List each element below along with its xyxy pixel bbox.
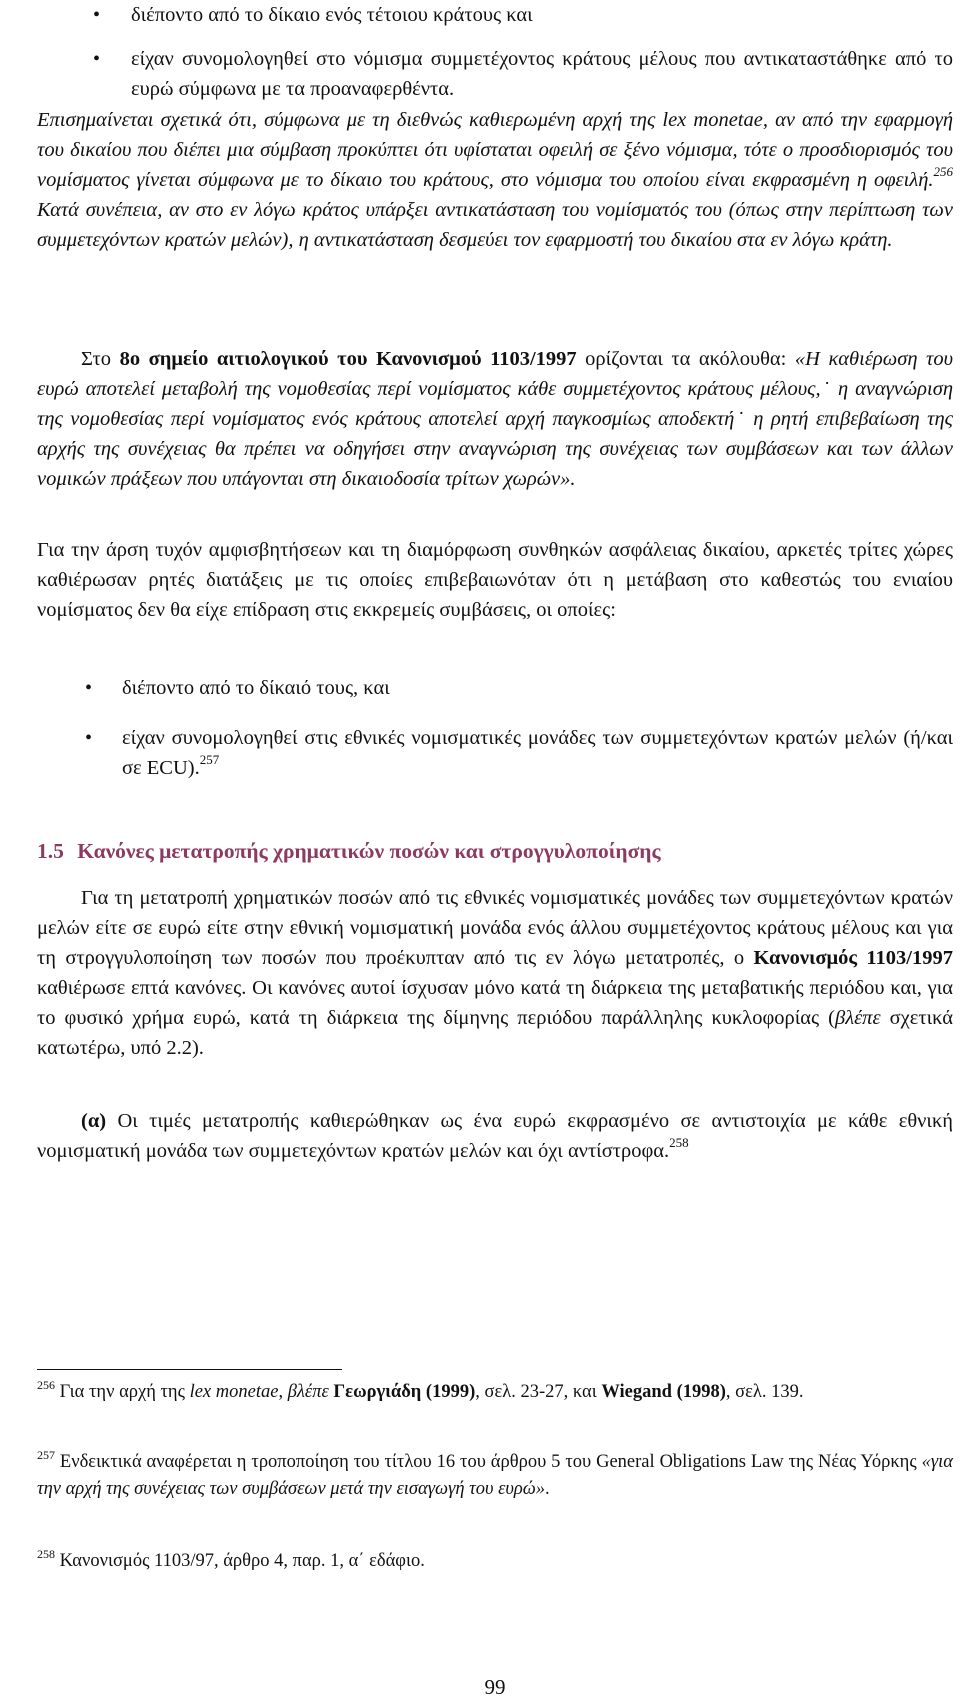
list-item-text: είχαν συνομολογηθεί στο νόμισμα συμμετέχοντος κράτους μέλους που αντικαταστάθηκε από το ευρώ σύμφωνα με τα προαναφερθέντα. xyxy=(131,48,953,100)
regulation-name: Κανονισμός 1103/1997 xyxy=(753,947,953,969)
footnote-italic: «για την αρχή της συνέχειας των συμβάσεων μετά την εισαγωγή του ευρώ» xyxy=(37,1452,953,1499)
footnote-258 xyxy=(37,1548,953,1575)
footnote-separator xyxy=(37,1369,342,1370)
paragraph-text-continued: Κατά συνέπεια, αν στο εν λόγω κράτος υπάρξει αντικατάσταση του νομίσματός του (όπως στην περίπτωση των συμμετεχόντων κρατών μελών), η αντικατάσταση δεσμεύει τον εφαρμοστή του δικαίου στα εν λόγω κράτη. xyxy=(37,199,953,251)
footnote-text: . xyxy=(544,1479,550,1499)
paragraph-text: Για τη μετατροπή χρηματικών ποσών από τις εθνικές νομισματικές μονάδες των συμμετεχόντων κρατών μελών είτε σε ευρώ είτε στην εθνική νομισματική μονάδα ενός άλλου συμμετέχοντος κράτους μέλους και για τη στρογγυλοποίηση των ποσών που προέκυπταν από τις εν λόγω μετατροπές, ο xyxy=(37,887,953,969)
footnote-text: , xyxy=(278,1382,288,1402)
footnote-ref-256[interactable]: 256 xyxy=(933,164,953,180)
middle-bullet-list xyxy=(37,673,953,803)
paragraph-regulation-recital xyxy=(37,344,953,494)
paragraph-text: Οι τιμές μετατροπής καθιερώθηκαν ως ένα ευρώ εκφρασμένο σε αντιστοιχία με κάθε εθνική νομισματική μονάδα των συμμετεχόντων κρατών μελών και όχι αντίστροφα. xyxy=(37,1110,953,1162)
footnote-number: 257 xyxy=(37,1447,55,1462)
list-item xyxy=(37,44,953,104)
section-heading xyxy=(37,836,661,866)
footnote-text: Για την αρχή της xyxy=(55,1382,190,1402)
footnote-257 xyxy=(37,1449,953,1503)
top-bullet-list xyxy=(37,0,953,118)
footnote-text: Κανονισμός 1103/97, άρθρο 4, παρ. 1, α΄ εδάφιο. xyxy=(55,1551,425,1571)
bullet-icon: • xyxy=(93,4,101,26)
list-item-text: διέποντο από το δίκαιό τους, και xyxy=(122,677,390,699)
footnote-italic: βλέπε xyxy=(287,1382,329,1402)
footnote-text: , σελ. 139. xyxy=(725,1382,804,1402)
paragraph-intro: Στο xyxy=(81,348,120,370)
rule-label: (α) xyxy=(81,1110,107,1132)
list-item xyxy=(37,0,953,30)
footnote-citation: Γεωργιάδη (1999) xyxy=(333,1382,476,1402)
paragraph-text: Για την άρση τυχόν αμφισβητήσεων και τη διαμόρφωση συνθηκών ασφάλειας δικαίου, αρκετές τρίτες χώρες καθιέρωσαν ρητές διατάξεις με τις οποίες επιβεβαιωνόταν ότι η μετάβαση στο καθεστώς του ενιαίου νομίσματος δεν θα είχε επίδραση στις εκκρεμείς συμβάσεις, οι οποίες: xyxy=(37,539,953,621)
paragraph-text-continued: καθιέρωσε επτά κανόνες. Οι κανόνες αυτοί ίσχυσαν μόνο κατά τη διάρκεια της μεταβατικής περιόδου και, για το φυσικό χρήμα ευρώ, κατά τη διάρκεια της δίμηνης περιόδου παράλληλης κυκλοφορίας ( xyxy=(37,977,953,1029)
bullet-icon: • xyxy=(85,727,93,749)
footnote-number: 258 xyxy=(37,1546,55,1561)
footnote-citation: Wiegand (1998) xyxy=(601,1382,726,1402)
bullet-icon: • xyxy=(93,48,101,70)
paragraph-lex-monetae xyxy=(37,105,953,255)
paragraph-text: Επισημαίνεται σχετικά ότι, σύμφωνα με τη διεθνώς καθιερωμένη αρχή της lex monetae, αν από την εφαρμογή του δικαίου που διέπει μια σύμβαση προκύπτει ότι υφίσταται οφειλή σε ξένο νόμισμα, τότε ο προσδιορισμός του νομίσματος γίνεται σύμφωνα με το δίκαιο του κράτους, στο νόμισμα του οποίου είναι εκφρασμένη η οφειλή. xyxy=(37,109,953,191)
list-item-text: διέποντο από το δίκαιο ενός τέτοιου κράτους και xyxy=(131,4,533,26)
paragraph-rule-a xyxy=(37,1106,953,1166)
paragraph-intro-end: ορίζονται τα ακόλουθα: xyxy=(576,348,787,370)
footnote-italic: lex monetae xyxy=(189,1382,279,1402)
section-number: 1.5 xyxy=(37,839,64,863)
page-number: 99 xyxy=(484,1675,506,1699)
footnote-256 xyxy=(37,1379,953,1406)
footnote-ref-257[interactable]: 257 xyxy=(199,752,220,768)
list-item-text: είχαν συνομολογηθεί στις εθνικές νομισματικές μονάδες των συμμετεχόντων κρατών μελών (ή/και σε ECU). xyxy=(122,727,953,779)
footnote-text: , σελ. 23-27, και xyxy=(475,1382,602,1402)
list-item xyxy=(37,673,953,703)
bullet-icon: • xyxy=(85,677,93,699)
footnote-ref-258[interactable]: 258 xyxy=(669,1135,689,1151)
paragraph-text-end: σχετικά κατωτέρω, υπό 2.2). xyxy=(37,1007,953,1059)
section-title: Κανόνες μετατροπής χρηματικών ποσών και στρογγυλοποίησης xyxy=(77,839,661,863)
paragraph-third-countries xyxy=(37,535,953,625)
cross-reference-word: βλέπε xyxy=(835,1007,881,1029)
paragraph-intro-bold: 8ο σημείο αιτιολογικού του Κανονισμού 1103/1997 xyxy=(119,348,577,370)
list-item xyxy=(37,723,953,783)
footnote-number: 256 xyxy=(37,1377,55,1392)
footnote-text: Ενδεικτικά αναφέρεται η τροποποίηση του τίτλου 16 του άρθρου 5 του General Obligations Law της Νέας Υόρκης xyxy=(55,1452,922,1472)
quotation: «Η καθιέρωση του ευρώ αποτελεί μεταβολή της νομοθεσίας περί νομίσματος κάθε συμμετέχοντος κράτους μέλους,˙ η αναγνώριση της νομοθεσίας περί νομίσματος ενός κράτους αποτελεί αρχή παγκοσμίως αποδεκτή˙ η ρητή επιβεβαίωση της αρχής της συνέχειας θα πρέπει να οδηγήσει στην αναγνώριση της συνέχειας των συμβάσεων και των άλλων νομικών πράξεων που υπάγονται στη δικαιοδοσία τρίτων χωρών». xyxy=(37,348,953,490)
paragraph-conversion-rules xyxy=(37,883,953,1063)
